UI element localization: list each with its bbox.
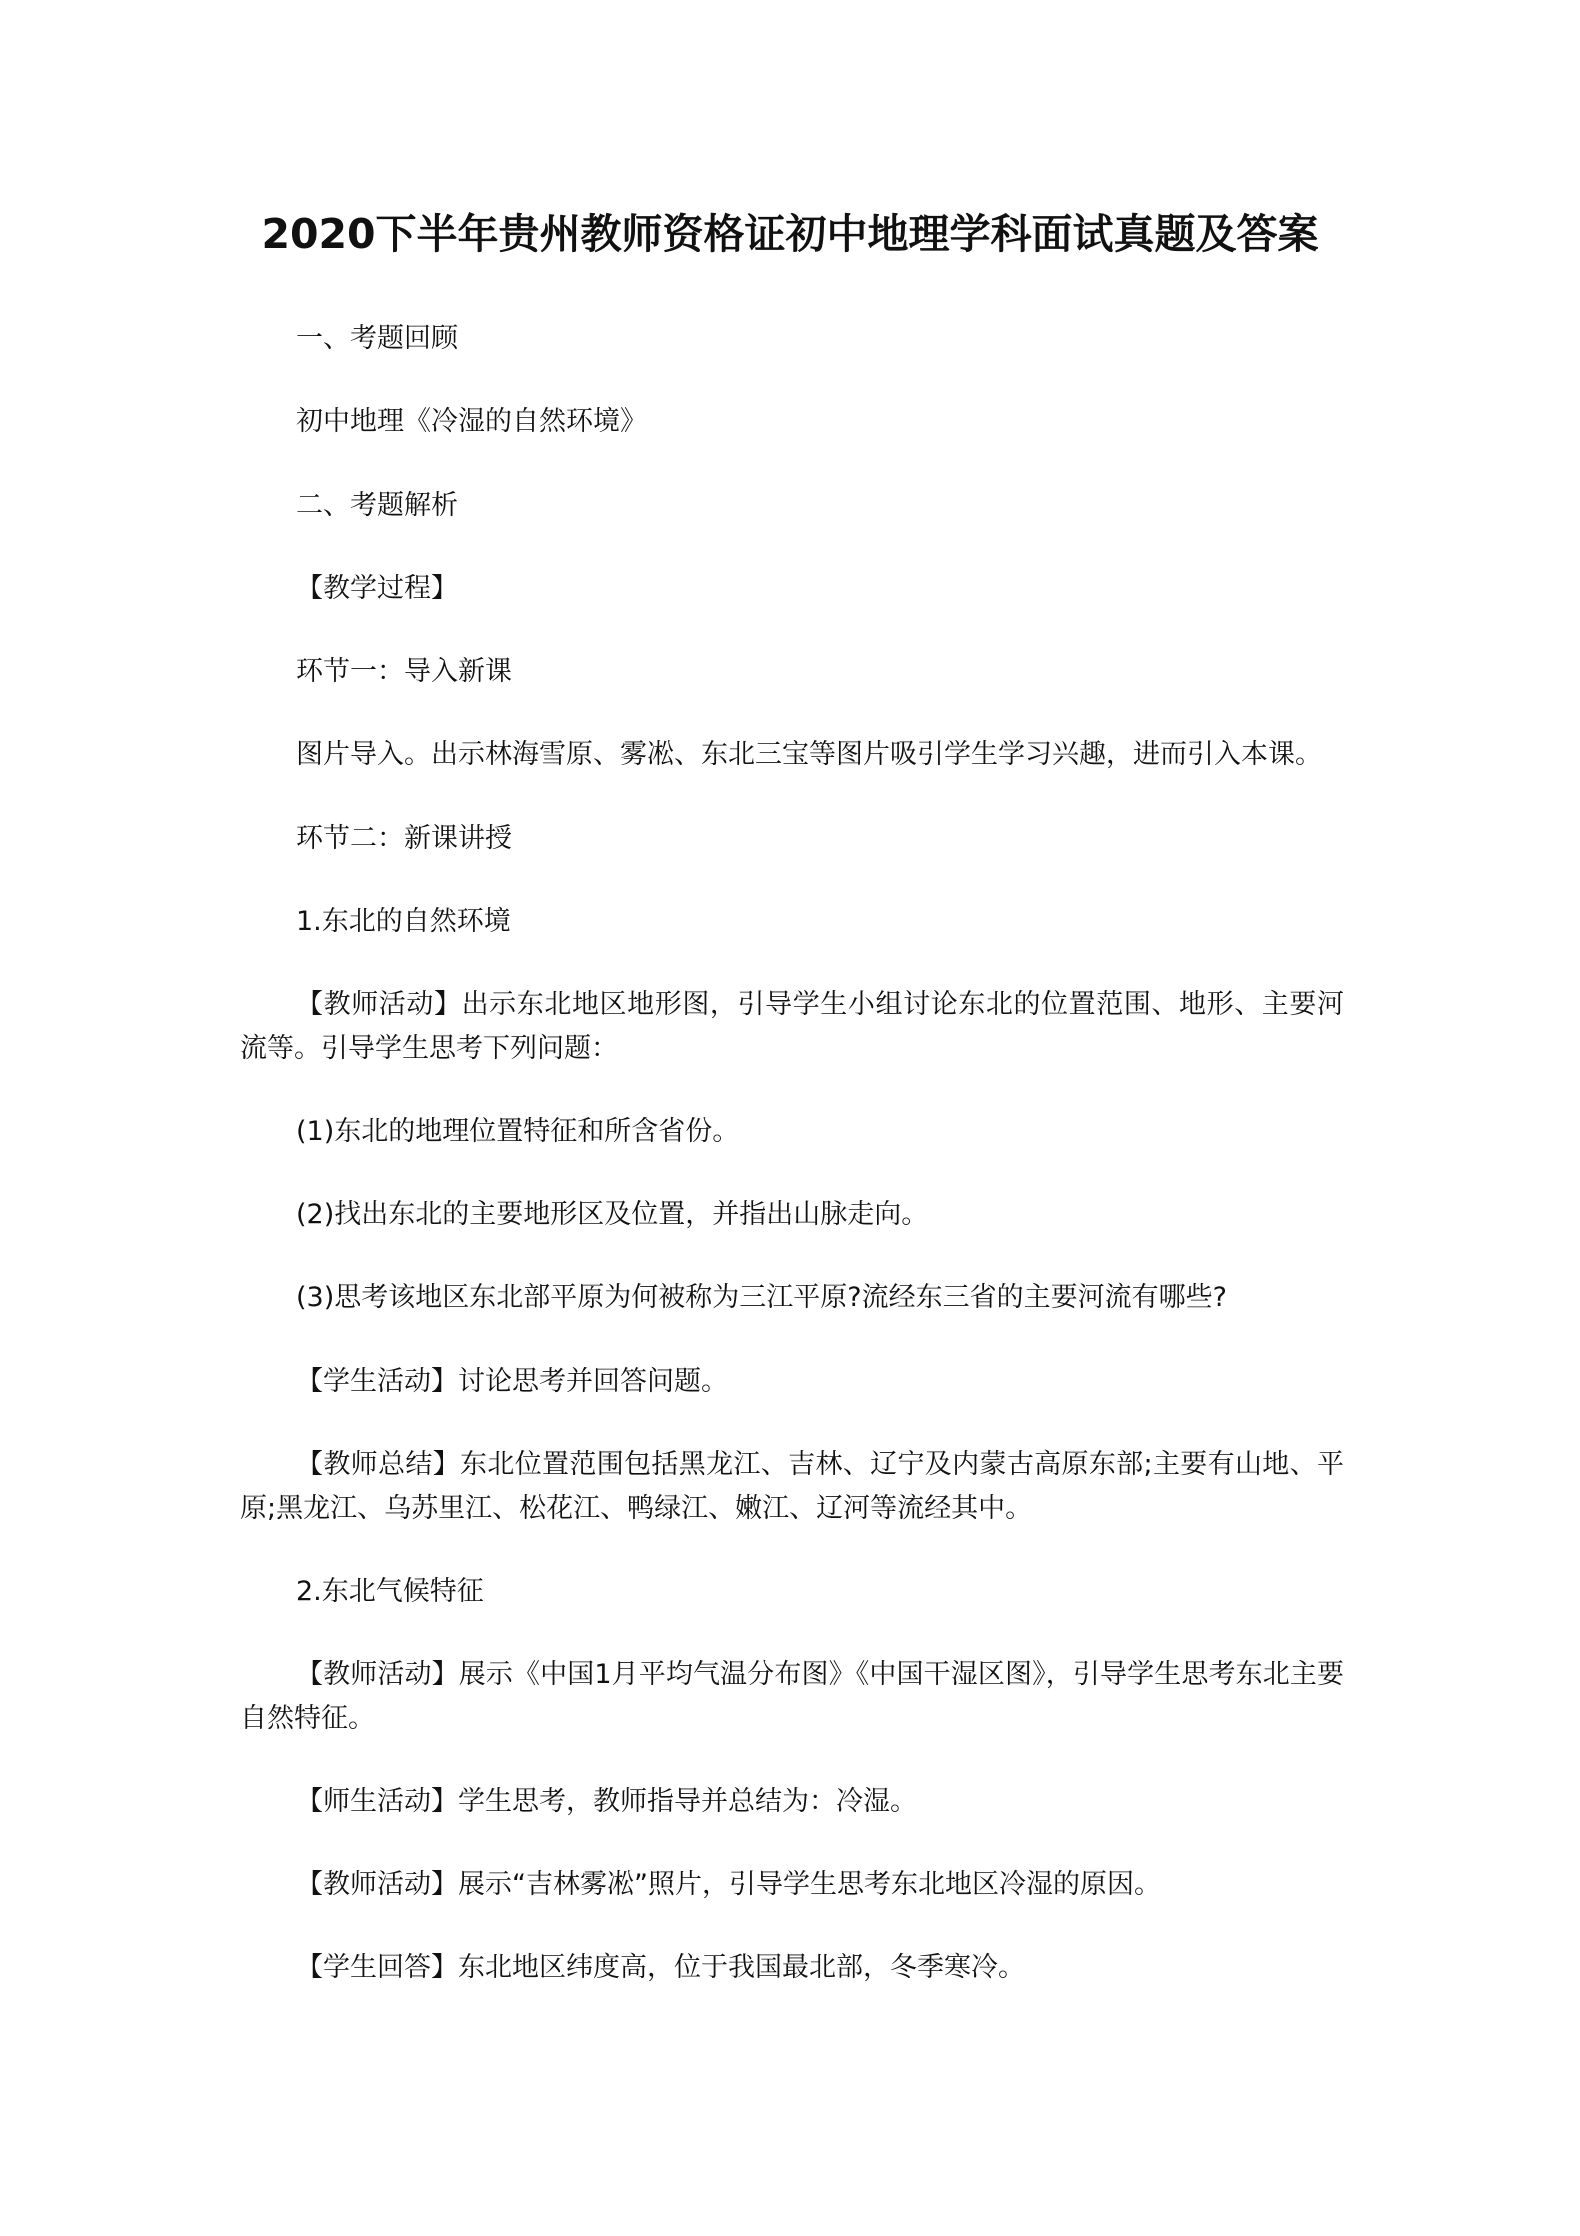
- subsection-heading-1: 1.东北的自然环境: [296, 906, 511, 937]
- teacher-activity-rime-paragraph: 【教师活动】展示“吉林雾凇”照片，引导学生思考东北地区冷湿的原因。: [296, 1869, 1161, 1900]
- subsection-heading-2: 2.东北气候特征: [296, 1576, 484, 1607]
- stage-two-heading: 环节二：新课讲授: [296, 823, 512, 854]
- lesson-topic: 初中地理《冷湿的自然环境》: [296, 406, 647, 437]
- stage-one-heading: 环节一：导入新课: [296, 656, 512, 687]
- teacher-student-activity-paragraph: 【师生活动】学生思考，教师指导并总结为：冷湿。: [296, 1786, 917, 1817]
- question-item-3: (3)思考该地区东北部平原为何被称为三江平原?流经东三省的主要河流有哪些?: [296, 1282, 1227, 1313]
- student-activity-paragraph: 【学生活动】讨论思考并回答问题。: [296, 1366, 728, 1397]
- question-item-1: (1)东北的地理位置特征和所含省份。: [296, 1116, 740, 1147]
- teacher-activity-paragraph: 【教师活动】出示东北地区地形图，引导学生小组讨论东北的位置范围、地形、主要河流等。引导学生思考下列问题：: [240, 989, 1344, 1064]
- section-heading-review: 一、考题回顾: [296, 323, 458, 354]
- question-item-2: (2)找出东北的主要地形区及位置，并指出山脉走向。: [296, 1199, 929, 1230]
- teacher-summary-paragraph: 【教师总结】东北位置范围包括黑龙江、吉林、辽宁及内蒙古高原东部;主要有山地、平原;黑龙江、乌苏里江、松花江、鸭绿江、嫩江、辽河等流经其中。: [240, 1449, 1344, 1524]
- document-title: 2020下半年贵州教师资格证初中地理学科面试真题及答案: [261, 210, 1319, 258]
- student-answer-paragraph: 【学生回答】东北地区纬度高，位于我国最北部，冬季寒冷。: [296, 1952, 1025, 1983]
- stage-one-paragraph: 图片导入。出示林海雪原、雾凇、东北三宝等图片吸引学生学习兴趣，进而引入本课。: [296, 739, 1322, 770]
- section-heading-analysis: 二、考题解析: [296, 490, 458, 521]
- teacher-activity-climate-paragraph: 【教师活动】展示《中国1月平均气温分布图》《中国干湿区图》，引导学生思考东北主要自然特征。: [240, 1659, 1344, 1734]
- teaching-process-heading: 【教学过程】: [296, 573, 458, 604]
